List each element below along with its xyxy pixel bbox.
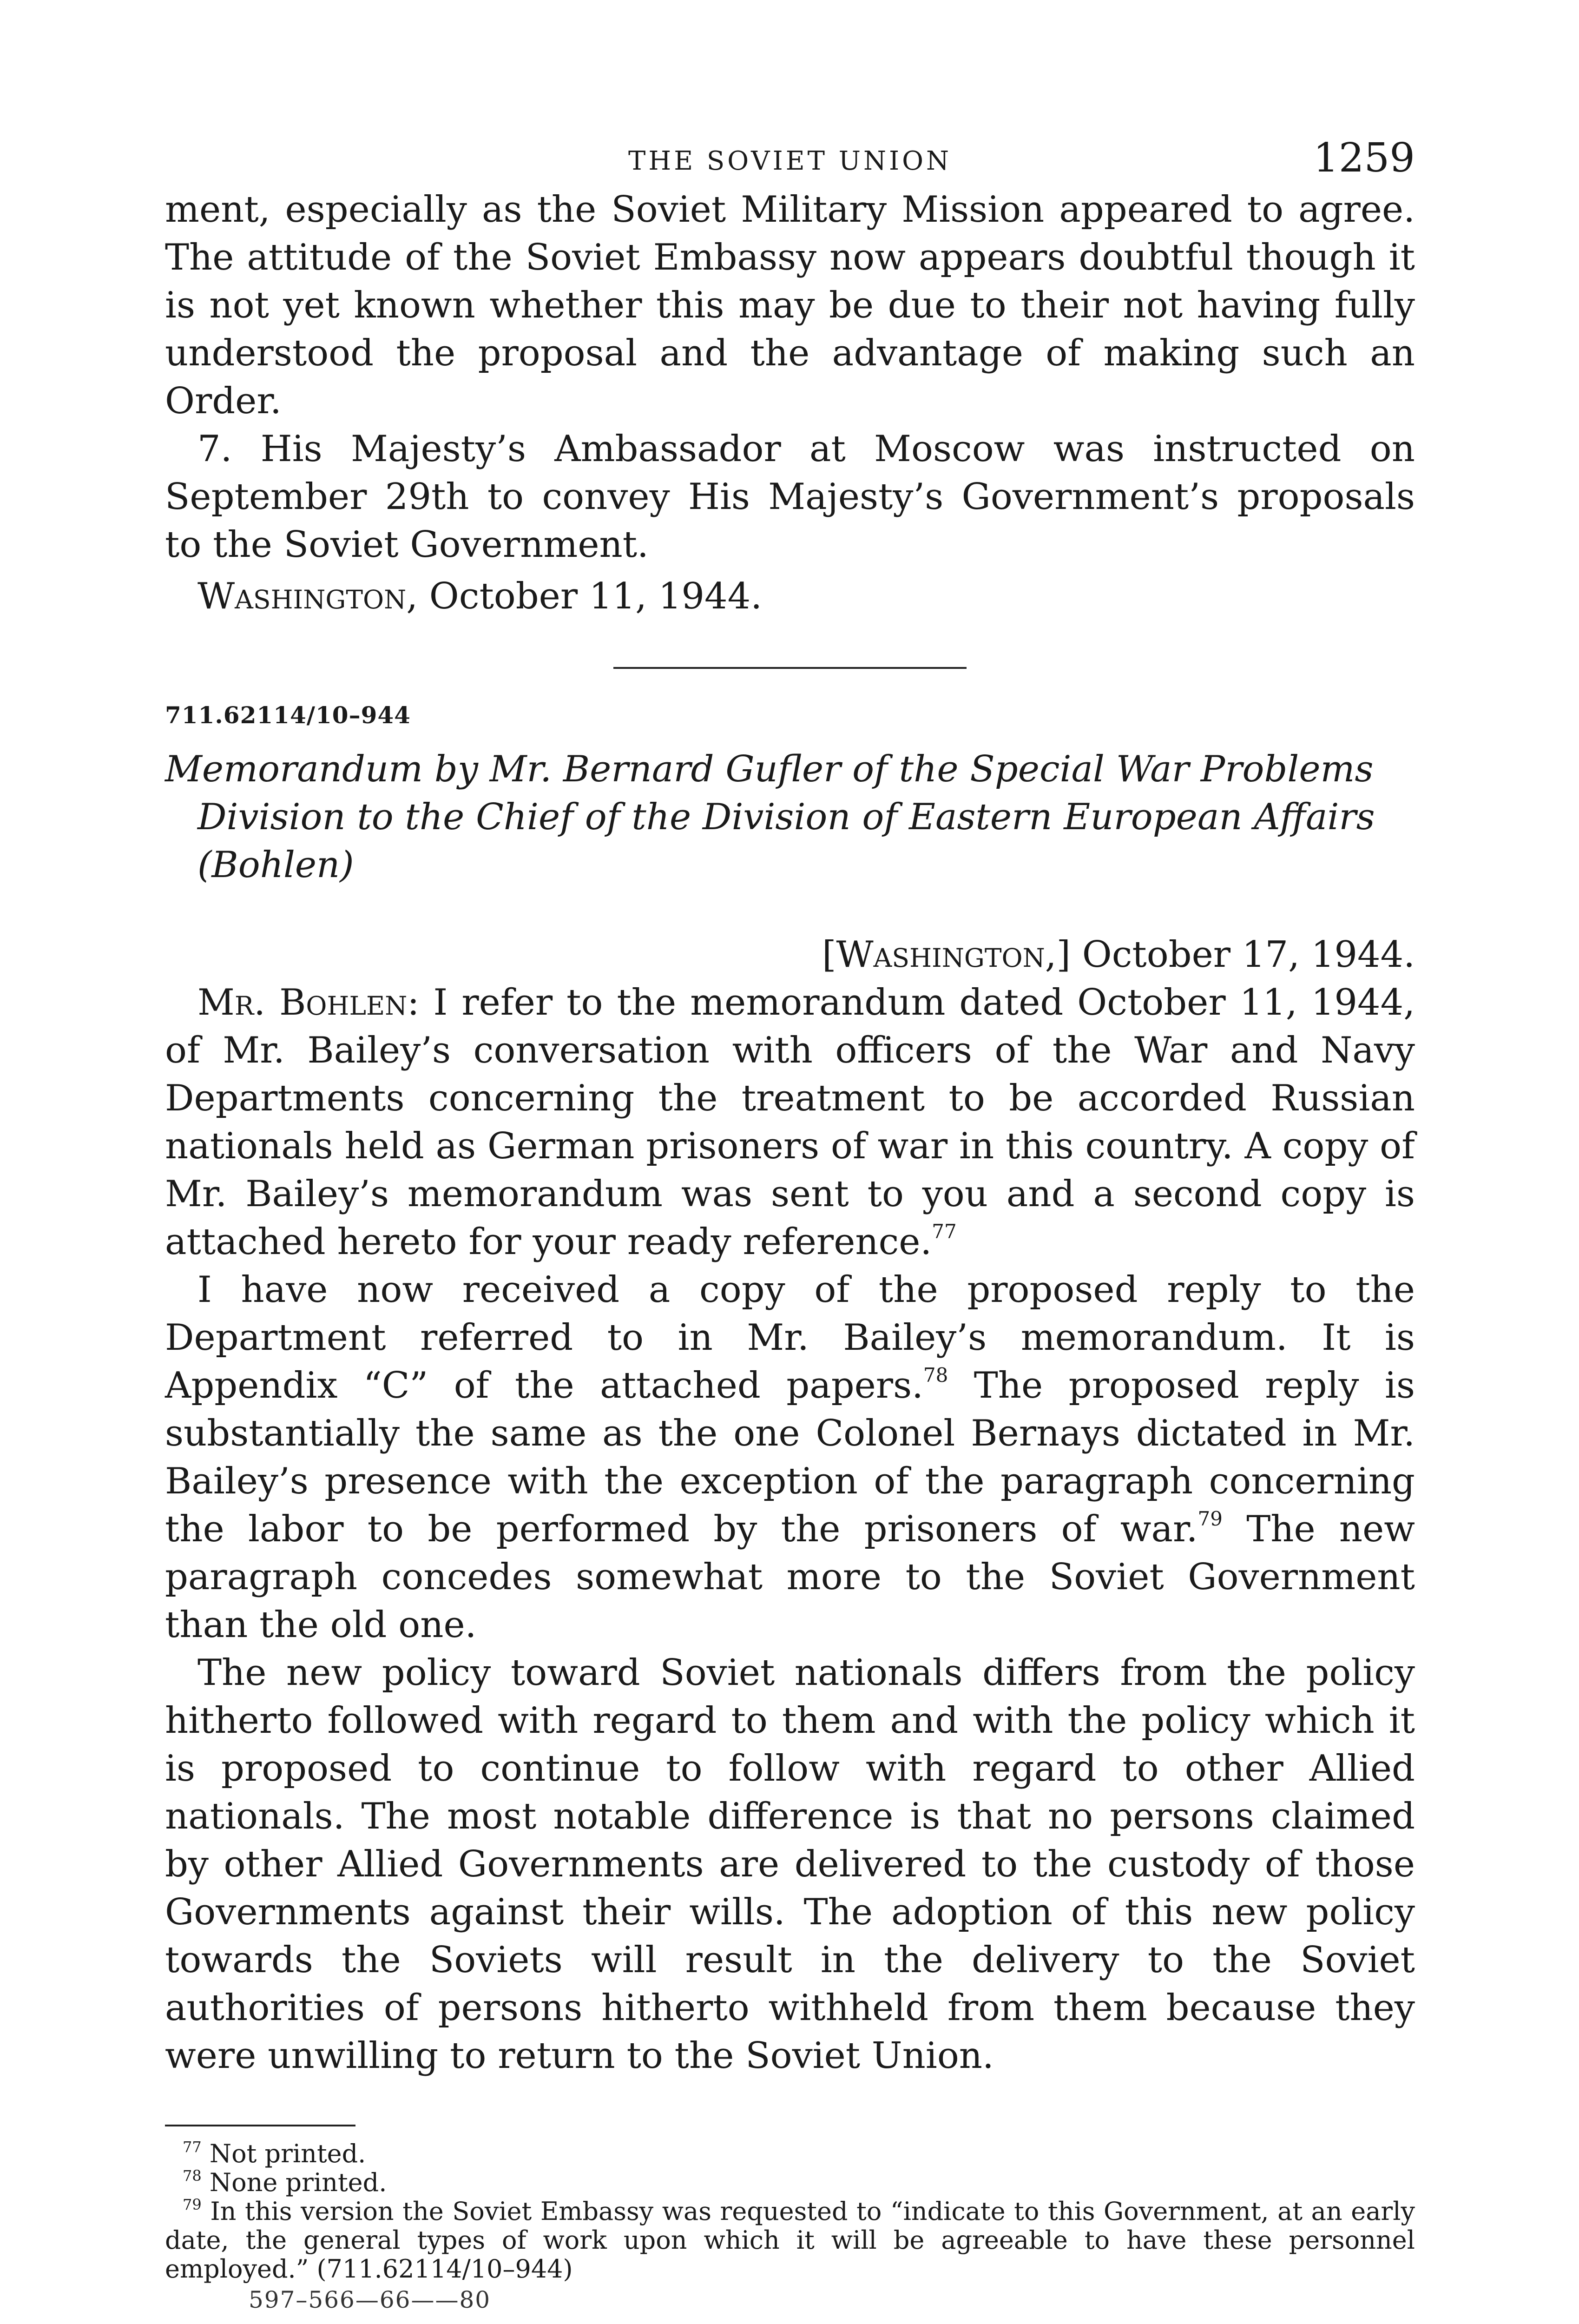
dateline-date: October 11, 1944.	[418, 575, 763, 617]
document-heading: Memorandum by Mr. Bernard Gufler of the Special War Problems Division to the Chief of the Division of Eastern European Affairs (Bohlen)	[165, 748, 1375, 886]
document-date-place: [Washington,]	[822, 934, 1071, 976]
file-number: 711.62114/10–944	[165, 701, 411, 729]
footnote-79	[165, 2197, 1415, 2284]
salutation: Mr. Bohlen	[197, 982, 408, 1023]
page-number: 1259	[1313, 135, 1415, 181]
footnote-77	[165, 2139, 1415, 2168]
footnote-text: In this version the Soviet Embassy was requested to “indicate to this Government, at an early date, the general types of work upon which it will be agreeable to have these personnel employed.” (711.62114/10–944)	[165, 2197, 1415, 2284]
memo-paragraph-1	[165, 979, 1415, 1266]
footnote-number: 79	[183, 2196, 202, 2213]
printer-mark: 597–566—66——80	[249, 2286, 491, 2313]
section-divider	[613, 667, 967, 669]
dateline-place: Washington,	[197, 575, 418, 617]
dateline	[165, 573, 1415, 621]
document-date-value: October 17, 1944.	[1070, 934, 1415, 976]
footnote-divider	[165, 2125, 355, 2126]
footnote-ref-78[interactable]: 78	[923, 1364, 948, 1386]
footnote-number: 78	[183, 2167, 202, 2185]
memo-paragraph-2-text-b: The proposed reply is substantially the same as the one Colonel Bernays dictated in Mr. Bailey’s presence with the exception of the paragraph concerning the labor to be performed by the prisoners of war.	[165, 1365, 1415, 1550]
memo-paragraph-2	[165, 1266, 1415, 1649]
continuation-paragraph: ment, especially as the Soviet Military Mission appeared to agree. The attitude of the Soviet Embassy now appears doubtful though it is not yet known whether this may be due to their not having fully understood the proposal and the advantage of making such an Order.	[165, 189, 1415, 422]
document-date	[165, 931, 1415, 979]
footnote-number: 77	[183, 2138, 202, 2156]
footnote-text: None printed.	[201, 2168, 387, 2197]
paragraph-7: 7. His Majesty’s Ambassador at Moscow was instructed on September 29th to convey His Majesty’s Government’s proposals to the Soviet Government.	[165, 428, 1415, 566]
footnote-78	[165, 2168, 1415, 2197]
memo-paragraph-2-text-a: I have now received a copy of the proposed reply to the Department referred to in Mr. Bailey’s memorandum. It is Appendix “C” of the attached papers.	[165, 1269, 1415, 1406]
memo-paragraph-3: The new policy toward Soviet nationals differs from the policy hitherto followed with regard to them and with the policy which it is proposed to continue to follow with regard to other Allied nationals. The most notable difference is that no persons claimed by other Allied Governments are delivered to the custody of those Governments against their wills. The adoption of this new policy towards the Soviets will result in the delivery to the Soviet authorities of persons hitherto withheld from them because they were unwilling to return to the Soviet Union.	[165, 1652, 1415, 2077]
running-head-title: THE SOVIET UNION	[628, 146, 952, 176]
footnote-text: Not printed.	[201, 2139, 366, 2168]
page	[165, 135, 1415, 2313]
footnote-ref-77[interactable]: 77	[932, 1220, 957, 1243]
memo-paragraph-1-text: : I refer to the memorandum dated October 11, 1944, of Mr. Bailey’s conversation with officers of the War and Navy Departments concerning the treatment to be accorded Russian nationals held as German prisoners of war in this country. A copy of Mr. Bailey’s memorandum was sent to you and a second copy is attached hereto for your ready reference.	[165, 982, 1415, 1263]
footnote-ref-79[interactable]: 79	[1197, 1507, 1223, 1530]
memo-paragraph-2-text-c: The new paragraph concedes somewhat more to the Soviet Government than the old one.	[165, 1508, 1415, 1646]
running-head	[165, 135, 1415, 186]
